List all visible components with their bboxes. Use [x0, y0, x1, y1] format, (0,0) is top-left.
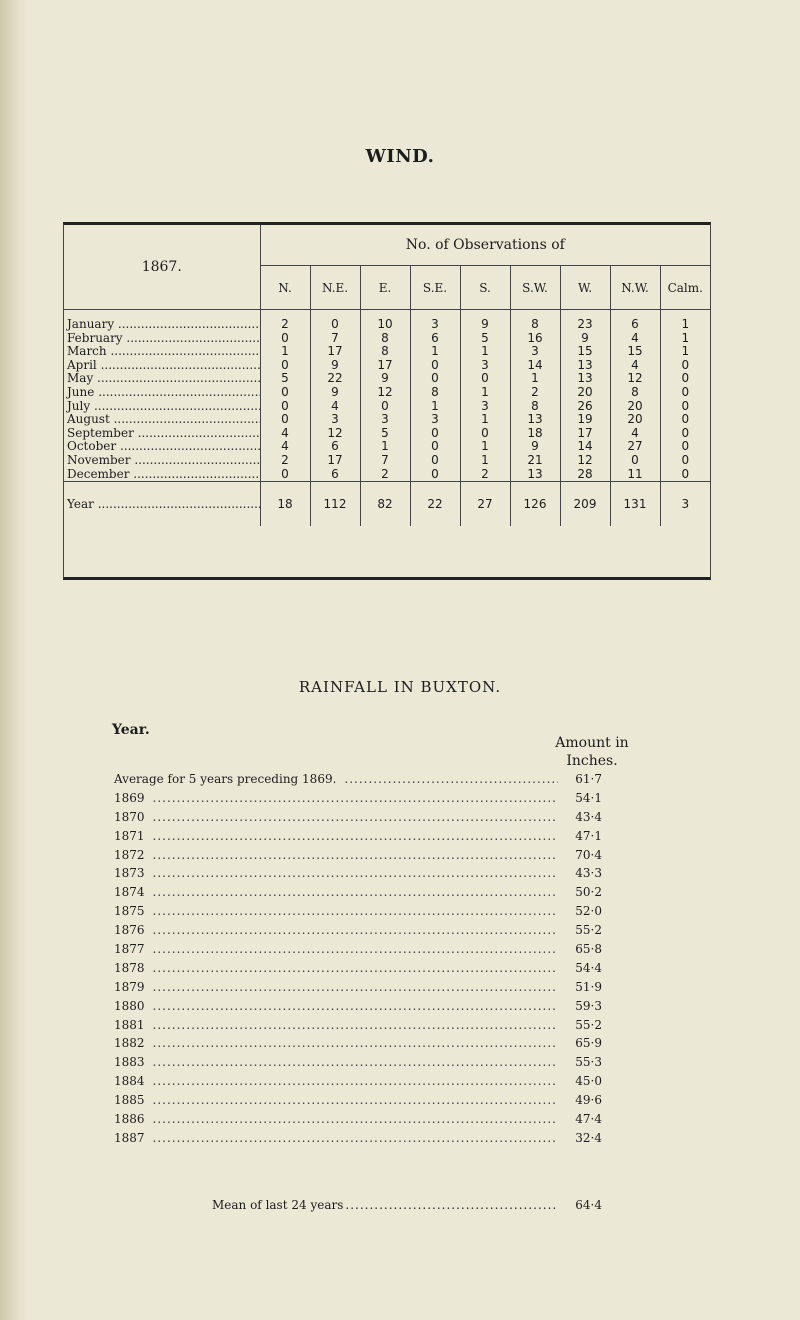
rainfall-amount: 49·6	[575, 1093, 602, 1108]
rainfall-amount: 54·1	[575, 790, 602, 805]
direction-header: S.W.	[510, 266, 560, 310]
observation-count: 1	[260, 345, 310, 359]
month-label	[64, 386, 260, 400]
wind-body	[64, 310, 710, 527]
leader-dots	[153, 1034, 558, 1053]
leader-dots	[97, 359, 260, 372]
observation-count: 1	[410, 345, 460, 359]
mean-label: Mean of last 24 years	[212, 1198, 344, 1212]
rainfall-year: 1869	[114, 790, 145, 805]
observation-count: 4	[610, 332, 660, 346]
observation-count: 19	[560, 413, 610, 427]
rainfall-amount: 65·9	[575, 1036, 602, 1051]
total-label-text: Year	[67, 497, 94, 512]
observation-count: 0	[310, 310, 360, 332]
observation-count: 0	[410, 359, 460, 373]
rainfall-year: 1883	[114, 1055, 145, 1070]
rainfall-year: 1879	[114, 979, 145, 994]
rainfall-year: 1880	[114, 998, 145, 1013]
list-item	[114, 902, 602, 921]
observation-count: 17	[310, 345, 360, 359]
list-item	[114, 997, 602, 1016]
direction-header: Calm.	[660, 266, 710, 310]
observation-count: 28	[560, 468, 610, 482]
leader-dots	[93, 372, 260, 385]
observation-count: 7	[360, 454, 410, 468]
month-name: February	[67, 331, 123, 345]
table-row	[64, 427, 710, 441]
leader-dots	[153, 883, 558, 902]
observation-count: 0	[681, 412, 690, 427]
month-name: July	[67, 399, 91, 413]
rainfall-amount: 65·8	[575, 942, 602, 957]
leader-dots	[153, 921, 558, 940]
observation-count: 3	[510, 345, 560, 359]
observation-count: 4	[260, 440, 310, 454]
total-count: 209	[560, 482, 610, 527]
observation-count: 8	[360, 332, 410, 346]
list-item	[114, 940, 602, 959]
observation-count: 1	[460, 454, 510, 468]
direction-header: N.	[260, 266, 310, 310]
month-name: August	[67, 413, 110, 427]
observation-count: 6	[310, 468, 360, 482]
observation-count: 14	[510, 359, 560, 373]
list-item	[114, 1016, 602, 1035]
month-name: June	[67, 385, 95, 399]
rainfall-amount: 50·2	[575, 885, 602, 900]
table-row	[64, 310, 710, 332]
observation-count: 8	[510, 310, 560, 332]
leader-dots	[153, 1129, 558, 1148]
leader-dots	[345, 1198, 558, 1212]
observations-header: No. of Observations of	[260, 225, 710, 266]
observation-count: 7	[310, 332, 360, 346]
observation-count: 6	[610, 310, 660, 332]
total-count: 126	[510, 482, 560, 527]
list-item	[114, 846, 602, 865]
rainfall-amount: 70·4	[575, 847, 602, 862]
observation-count: 6	[410, 332, 460, 346]
total-count: 112	[310, 482, 360, 527]
total-count: 3	[660, 482, 710, 527]
rainfall-amount-label	[532, 734, 652, 770]
month-label	[64, 454, 260, 468]
observation-count: 3	[410, 413, 460, 427]
observation-count: 26	[560, 400, 610, 414]
table-row	[64, 345, 710, 359]
month-name: January	[67, 317, 115, 331]
leader-dots	[153, 846, 558, 865]
observation-count: 0	[681, 466, 690, 481]
wind-table-frame	[63, 222, 711, 580]
month-label	[64, 372, 260, 386]
observation-count: 0	[681, 371, 690, 386]
observation-count: 11	[610, 468, 660, 482]
table-row	[64, 468, 710, 482]
leader-dots	[129, 468, 260, 481]
leader-dots	[153, 1110, 558, 1129]
month-label	[64, 440, 260, 454]
total-count: 22	[410, 482, 460, 527]
month-label	[64, 332, 260, 346]
observation-count: 20	[610, 413, 660, 427]
rainfall-amount: 55·2	[575, 1017, 602, 1032]
rainfall-year: 1878	[114, 960, 145, 975]
observation-count: 22	[310, 372, 360, 386]
list-item	[114, 883, 602, 902]
month-name: April	[67, 358, 97, 372]
observation-count: 5	[260, 372, 310, 386]
total-count: 27	[460, 482, 510, 527]
leader-dots	[116, 440, 260, 453]
month-label	[64, 427, 260, 441]
leader-dots	[131, 454, 260, 467]
observation-count: 14	[560, 440, 610, 454]
observation-count: 4	[260, 427, 310, 441]
month-name: October	[67, 440, 117, 454]
direction-header: N.W.	[610, 266, 660, 310]
observation-count: 0	[410, 454, 460, 468]
rainfall-amount: 54·4	[575, 960, 602, 975]
observation-count: 17	[560, 427, 610, 441]
rainfall-year: 1885	[114, 1093, 145, 1108]
observation-count: 12	[560, 454, 610, 468]
observation-count: 1	[460, 345, 510, 359]
rainfall-mean-row	[212, 1198, 602, 1212]
observation-count: 9	[560, 332, 610, 346]
leader-dots	[344, 770, 558, 789]
observation-count: 0	[410, 468, 460, 482]
observation-count: 1	[410, 400, 460, 414]
observation-count: 3	[360, 413, 410, 427]
rainfall-amount: 52·0	[575, 904, 602, 919]
rainfall-amount: 43·4	[575, 809, 602, 824]
wind-table	[64, 225, 710, 526]
observation-count: 8	[360, 345, 410, 359]
observation-count: 17	[360, 359, 410, 373]
observation-count: 20	[610, 400, 660, 414]
observation-count: 0	[681, 452, 690, 467]
observation-count: 20	[560, 386, 610, 400]
amount-label-line1: Amount in	[555, 735, 629, 751]
total-label	[64, 482, 260, 527]
list-item	[114, 864, 602, 883]
rainfall-amount: 55·3	[575, 1055, 602, 1070]
rainfall-year: 1882	[114, 1036, 145, 1051]
leader-dots	[153, 978, 558, 997]
rainfall-year: 1875	[114, 904, 145, 919]
observation-count: 1	[510, 372, 560, 386]
year-header: 1867.	[64, 225, 260, 310]
observation-count: 0	[260, 332, 310, 346]
total-row	[64, 482, 710, 527]
leader-dots	[90, 400, 260, 413]
observation-count: 0	[360, 400, 410, 414]
observation-count: 3	[310, 413, 360, 427]
leader-dots	[153, 1091, 558, 1110]
rainfall-year: 1876	[114, 923, 145, 938]
table-row	[64, 386, 710, 400]
leader-dots	[153, 827, 558, 846]
leader-dots	[114, 317, 260, 331]
page-edge	[0, 0, 28, 1320]
observation-count: 0	[260, 359, 310, 373]
rainfall-amount: 51·9	[575, 979, 602, 994]
observation-count: 2	[260, 454, 310, 468]
observation-count: 0	[610, 454, 660, 468]
observation-count: 12	[360, 386, 410, 400]
observation-count: 21	[510, 454, 560, 468]
observation-count: 9	[310, 359, 360, 373]
observation-count: 9	[460, 310, 510, 332]
observation-count: 0	[260, 400, 310, 414]
observation-count: 2	[360, 468, 410, 482]
list-item	[114, 1091, 602, 1110]
observation-count: 8	[510, 400, 560, 414]
rainfall-year: 1886	[114, 1112, 145, 1127]
observation-count: 5	[460, 332, 510, 346]
observation-count: 12	[310, 427, 360, 441]
observation-count: 0	[410, 427, 460, 441]
observation-count: 15	[610, 345, 660, 359]
observation-count: 0	[260, 468, 310, 482]
direction-header: S.E.	[410, 266, 460, 310]
rainfall-year: 1874	[114, 885, 145, 900]
table-row	[64, 372, 710, 386]
observation-count: 6	[310, 440, 360, 454]
observation-count: 23	[560, 310, 610, 332]
observation-count: 0	[681, 398, 690, 413]
direction-header: E.	[360, 266, 410, 310]
rainfall-year: 1884	[114, 1074, 145, 1089]
rainfall-year-label: Year.	[112, 722, 150, 738]
direction-header: S.	[460, 266, 510, 310]
table-row	[64, 359, 710, 373]
observation-count: 1	[460, 440, 510, 454]
table-row	[64, 413, 710, 427]
month-name: November	[67, 453, 131, 467]
observation-count: 10	[360, 310, 410, 332]
month-name: March	[67, 345, 107, 359]
observation-count: 0	[410, 440, 460, 454]
observation-count: 4	[610, 427, 660, 441]
table-row	[64, 332, 710, 346]
observation-count: 8	[610, 386, 660, 400]
observation-count: 1	[460, 386, 510, 400]
direction-header: N.E.	[310, 266, 360, 310]
observation-count: 0	[681, 425, 690, 440]
list-item	[114, 921, 602, 940]
table-row	[64, 454, 710, 468]
rainfall-year: 1887	[114, 1130, 145, 1145]
observation-count: 3	[410, 310, 460, 332]
observation-count: 3	[460, 359, 510, 373]
observation-count: 0	[681, 384, 690, 399]
observation-count: 1	[681, 317, 690, 331]
table-row	[64, 400, 710, 414]
mean-value: 64·4	[575, 1198, 602, 1212]
rainfall-amount: 43·3	[575, 866, 602, 881]
leader-dots	[107, 345, 260, 358]
leader-dots	[123, 332, 260, 345]
leader-dots	[94, 386, 260, 399]
month-name: May	[67, 372, 94, 386]
list-item	[114, 827, 602, 846]
observation-count: 0	[460, 427, 510, 441]
observation-count: 1	[681, 344, 690, 359]
leader-dots	[94, 497, 260, 511]
leader-dots	[153, 1072, 558, 1091]
observation-count: 13	[510, 468, 560, 482]
leader-dots	[153, 997, 558, 1016]
observation-count: 0	[460, 372, 510, 386]
rainfall-list	[114, 770, 602, 1148]
list-item	[114, 789, 602, 808]
total-count: 18	[260, 482, 310, 527]
observation-count: 5	[360, 427, 410, 441]
table-row	[64, 440, 710, 454]
leader-dots	[153, 940, 558, 959]
observation-count: 17	[310, 454, 360, 468]
observation-count: 1	[360, 440, 410, 454]
rainfall-amount: 32·4	[575, 1130, 602, 1145]
observation-count: 0	[260, 413, 310, 427]
observation-count: 8	[410, 386, 460, 400]
observation-count: 9	[310, 386, 360, 400]
direction-header: W.	[560, 266, 610, 310]
observation-count: 0	[260, 386, 310, 400]
observation-count: 4	[310, 400, 360, 414]
rainfall-amount: 59·3	[575, 998, 602, 1013]
observation-count: 13	[560, 359, 610, 373]
rainfall-year: 1871	[114, 828, 145, 843]
rainfall-amount: 55·2	[575, 923, 602, 938]
observation-count: 9	[360, 372, 410, 386]
list-item	[114, 959, 602, 978]
rainfall-amount: 47·4	[575, 1112, 602, 1127]
rainfall-amount: 45·0	[575, 1074, 602, 1089]
leader-dots	[153, 789, 558, 808]
leader-dots	[110, 413, 260, 426]
observation-count: 2	[510, 386, 560, 400]
observation-count: 18	[510, 427, 560, 441]
observation-count: 4	[610, 359, 660, 373]
observation-count: 3	[460, 400, 510, 414]
list-item	[114, 808, 602, 827]
rainfall-amount: 61·7	[575, 772, 602, 786]
rainfall-year: 1881	[114, 1017, 145, 1032]
observation-count: 1	[460, 413, 510, 427]
list-item	[114, 770, 602, 789]
rainfall-year: 1872	[114, 847, 145, 862]
rainfall-year: 1870	[114, 809, 145, 824]
rainfall-amount: 47·1	[575, 828, 602, 843]
month-label	[64, 345, 260, 359]
month-label	[64, 468, 260, 482]
month-label	[64, 359, 260, 373]
amount-label-line2: Inches.	[566, 753, 618, 769]
observation-count: 16	[510, 332, 560, 346]
month-name: September	[67, 426, 134, 440]
observation-count: 2	[460, 468, 510, 482]
list-item	[114, 1034, 602, 1053]
observation-count: 2	[260, 310, 310, 332]
leader-dots	[134, 427, 260, 440]
observation-count: 13	[560, 372, 610, 386]
list-item	[114, 1110, 602, 1129]
leader-dots	[153, 959, 558, 978]
rainfall-year: Average for 5 years preceding 1869.	[114, 772, 337, 786]
leader-dots	[153, 1053, 558, 1072]
observation-count: 15	[560, 345, 610, 359]
observation-count: 9	[510, 440, 560, 454]
wind-heading: WIND.	[365, 146, 435, 167]
rainfall-heading: RAINFALL IN BUXTON.	[298, 678, 502, 696]
observation-count: 13	[510, 413, 560, 427]
list-item	[114, 1053, 602, 1072]
month-label	[64, 310, 260, 332]
observation-count: 0	[410, 372, 460, 386]
total-count: 131	[610, 482, 660, 527]
rainfall-year: 1877	[114, 942, 145, 957]
rainfall-year: 1873	[114, 866, 145, 881]
observation-count: 0	[681, 357, 690, 372]
observation-count: 0	[681, 439, 690, 454]
observation-count: 1	[681, 330, 690, 345]
leader-dots	[153, 808, 558, 827]
month-name: December	[67, 467, 130, 481]
month-label	[64, 400, 260, 414]
observation-count: 12	[610, 372, 660, 386]
month-label	[64, 413, 260, 427]
list-item	[114, 978, 602, 997]
leader-dots	[153, 1016, 558, 1035]
list-item	[114, 1072, 602, 1091]
leader-dots	[153, 902, 558, 921]
list-item	[114, 1129, 602, 1148]
leader-dots	[153, 864, 558, 883]
observation-count: 27	[610, 440, 660, 454]
total-count: 82	[360, 482, 410, 527]
